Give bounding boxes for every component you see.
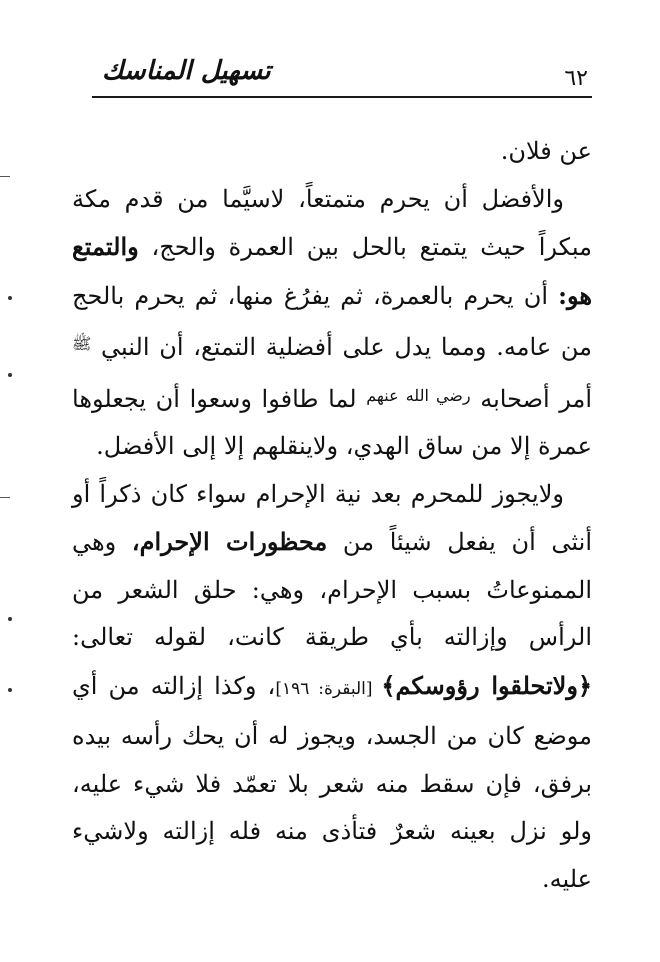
paragraph-2-text-c: أمر أصحابه	[470, 384, 592, 413]
paragraph-1	[72, 128, 592, 176]
page-number: ٦٢	[564, 66, 588, 91]
margin-mark	[8, 373, 12, 377]
definition-term-tamattu: والتمتع هو:	[72, 232, 592, 310]
paragraph-2-text-b: أن يحرم بالعمرة، ثم يفرُغ منها، ثم يحرم بالحج من عامه. ومما يدل على أفضلية التمتع، أن النبي	[72, 281, 592, 361]
text-body	[72, 128, 592, 903]
honorific-companions: رضي الله عنهم	[366, 385, 471, 405]
margin-mark	[8, 688, 12, 692]
honorific-prophet: ﷺ	[72, 334, 92, 353]
margin-mark	[8, 617, 12, 621]
margin-mark	[8, 296, 12, 300]
running-title: تسهيل المناسك	[102, 56, 271, 86]
margin-mark	[0, 497, 10, 498]
paragraph-2-text-d: لما طافوا وسعوا أن يجعلوها عمرة إلا من ساق الهدي، ولاينقلهم إلا إلى الأفضل.	[72, 384, 592, 460]
margin-mark	[0, 176, 10, 177]
quran-reference: [البقرة: ١٩٦]	[275, 678, 382, 699]
paragraph-2-text-a: والأفضل أن يحرم متمتعاً، لاسيَّما من قدم مكة مبكراً حيث يتمتع بالحل بين العمرة والحج،	[72, 184, 592, 261]
paragraph-2	[72, 176, 592, 471]
paragraph-3-text-a: ولايجوز للمحرم بعد نية الإحرام سواء كان ذكراً أو أنثى أن يفعل شيئاً من	[72, 479, 592, 556]
paragraph-3-text-c: ، وكذا إزالته من أي موضع كان من الجسد، ويجوز له أن يحك رأسه بيده برفق، فإن سقط منه شعر بلا تعمّد فلا شيء عليه، ولو نزل بعينه شعرٌ فتأذى منه فله إزالته ولاشيء عليه.	[72, 671, 592, 893]
paragraph-3-text-b: وهي الممنوعاتُ بسبب الإحرام، وهي: حلق الشعر من الرأس وإزالته بأي طريقة كانت، لقوله تعالى:	[72, 528, 592, 651]
paragraph-3	[72, 471, 592, 904]
running-header	[92, 50, 592, 98]
quran-quote: ﴿ولاتحلقوا رؤوسكم﴾	[381, 670, 593, 700]
definition-term-mahzurat: محظورات الإحرام،	[131, 527, 328, 556]
paragraph-1-text: عن فلان.	[500, 137, 592, 165]
